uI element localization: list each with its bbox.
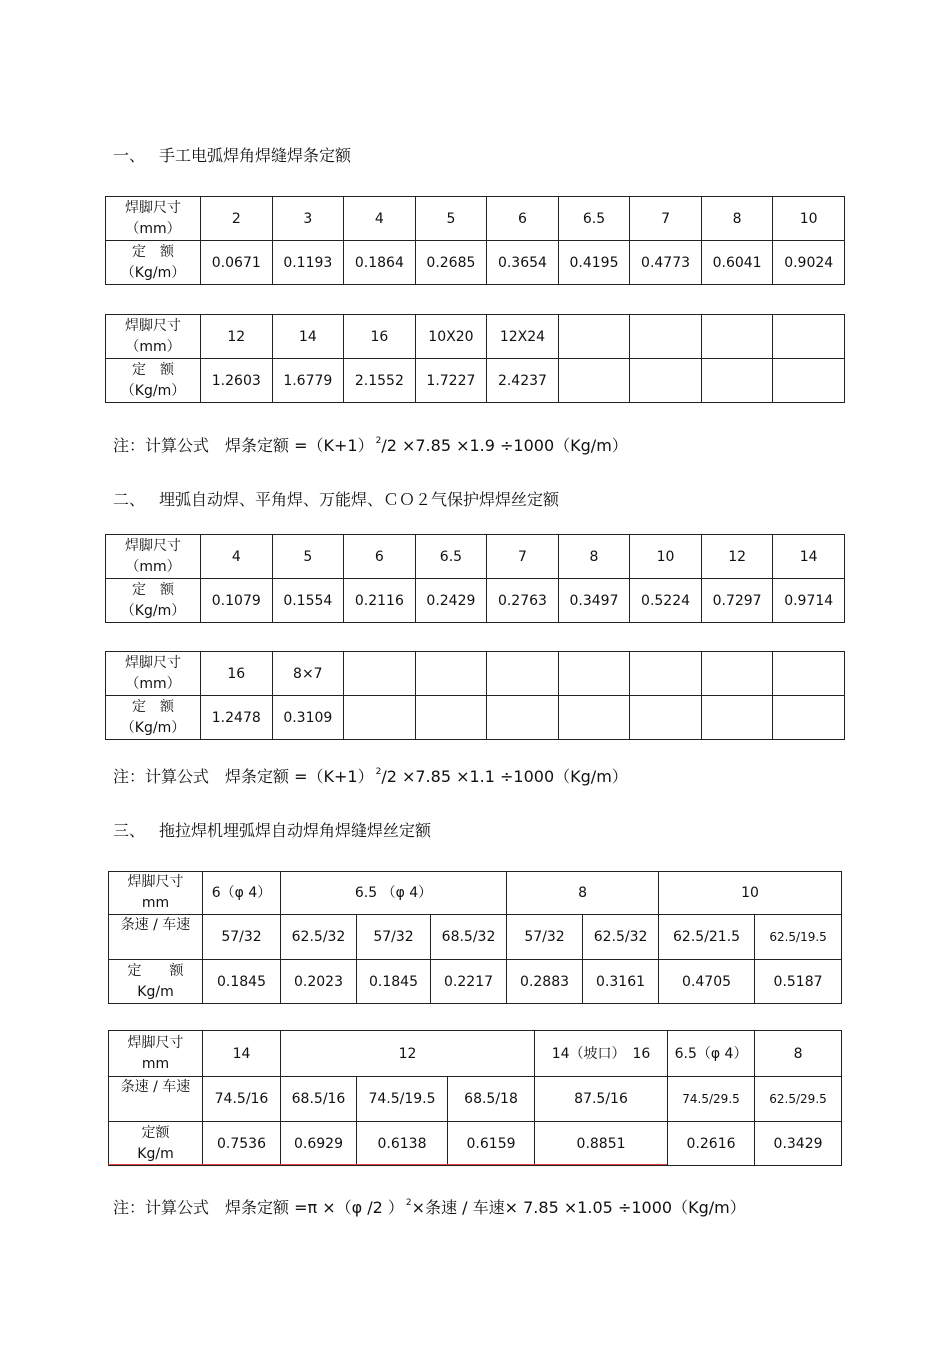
size-cell [630, 652, 702, 696]
size-cell [344, 652, 416, 696]
value-cell [773, 696, 845, 740]
size-cell: 16 [344, 315, 416, 359]
row-header: 条速 / 车速 [109, 1077, 203, 1122]
speed-cell: 87.5/16 [535, 1077, 668, 1122]
value-cell: 0.2217 [431, 960, 507, 1004]
value-cell: 0.9024 [773, 241, 845, 285]
size-cell: 4 [344, 197, 416, 241]
speed-cell: 74.5/29.5 [668, 1077, 755, 1122]
sec1-table-2 [105, 314, 845, 403]
value-row [109, 1122, 842, 1166]
speed-cell: 57/32 [507, 915, 583, 960]
speed-cell: 62.5/29.5 [755, 1077, 842, 1122]
value-cell: 0.1079 [201, 579, 273, 623]
value-cell: 0.2685 [415, 241, 487, 285]
size-row [106, 197, 845, 241]
section-title: 埋弧自动焊、平角焊、万能焊、ＣＯ２气保护焊焊丝定额 [159, 490, 560, 509]
size-cell: 6.5 [558, 197, 630, 241]
value-row [106, 359, 845, 403]
value-cell: 0.1845 [203, 960, 281, 1004]
value-row [106, 241, 845, 285]
size-cell: 16 [201, 652, 273, 696]
speed-cell: 62.5/32 [583, 915, 659, 960]
section-3-heading [113, 818, 431, 841]
speed-cell: 68.5/16 [281, 1077, 357, 1122]
sec2-formula-note: 注：计算公式 焊条定额 =（K+1） $^2$/2 ×7.85 ×1.1 ÷1000（Kg/m） [113, 767, 628, 786]
value-cell: 0.3429 [755, 1122, 842, 1166]
sec3-table-1 [108, 871, 842, 1004]
size-cell [630, 315, 702, 359]
row-header: 焊脚尺寸 mm [109, 1031, 203, 1077]
size-cell: 7 [487, 535, 559, 579]
size-row [106, 315, 845, 359]
group-cell: 8 [755, 1031, 842, 1077]
speed-cell: 74.5/16 [203, 1077, 281, 1122]
size-cell: 12 [201, 315, 273, 359]
value-cell [558, 359, 630, 403]
group-cell: 14（坡口） 16 [535, 1031, 668, 1077]
size-cell: 2 [201, 197, 273, 241]
row-header: 定 额 （Kg/m） [106, 359, 201, 403]
speed-cell: 62.5/21.5 [659, 915, 755, 960]
value-row [109, 960, 842, 1004]
value-cell: 2.1552 [344, 359, 416, 403]
size-cell: 5 [415, 197, 487, 241]
row-header: 定 额 （Kg/m） [106, 696, 201, 740]
value-cell: 0.3161 [583, 960, 659, 1004]
group-cell: 12 [281, 1031, 535, 1077]
speed-cell: 57/32 [203, 915, 281, 960]
value-cell: 1.2603 [201, 359, 273, 403]
sec3-table-2 [108, 1030, 842, 1166]
value-cell: 0.2883 [507, 960, 583, 1004]
value-row [106, 579, 845, 623]
value-cell: 0.2616 [668, 1122, 755, 1166]
speed-cell: 57/32 [357, 915, 431, 960]
section-1-heading [113, 143, 351, 166]
section-number: 三、 [113, 821, 146, 840]
value-cell: 1.6779 [272, 359, 344, 403]
value-cell: 0.8851 [535, 1122, 668, 1166]
row-header: 条速 / 车速 [109, 915, 203, 960]
size-cell [773, 315, 845, 359]
value-cell: 0.6159 [448, 1122, 535, 1166]
value-cell: 0.4705 [659, 960, 755, 1004]
size-cell: 6 [487, 197, 559, 241]
size-cell: 8 [558, 535, 630, 579]
value-cell: 1.2478 [201, 696, 273, 740]
row-header: 焊脚尺寸 （mm） [106, 315, 201, 359]
size-cell: 12 [701, 535, 773, 579]
section-title: 手工电弧焊角焊缝焊条定额 [159, 146, 352, 165]
size-cell: 5 [272, 535, 344, 579]
value-cell [630, 359, 702, 403]
size-cell: 14 [272, 315, 344, 359]
row-header: 定 额 （Kg/m） [106, 241, 201, 285]
value-cell: 0.1845 [357, 960, 431, 1004]
red-underline [108, 1164, 667, 1165]
size-row [106, 652, 845, 696]
value-cell: 0.7536 [203, 1122, 281, 1166]
speed-cell: 74.5/19.5 [357, 1077, 448, 1122]
size-cell [487, 652, 559, 696]
sec2-table-2 [105, 651, 845, 740]
section-2-heading [113, 487, 559, 510]
value-cell: 0.1193 [272, 241, 344, 285]
value-cell: 0.2763 [487, 579, 559, 623]
size-row [106, 535, 845, 579]
size-cell: 6.5 [415, 535, 487, 579]
value-row [106, 696, 845, 740]
size-cell [415, 652, 487, 696]
value-cell: 2.4237 [487, 359, 559, 403]
group-cell: 10 [659, 872, 842, 915]
value-cell: 0.6929 [281, 1122, 357, 1166]
value-cell [630, 696, 702, 740]
value-cell: 0.2429 [415, 579, 487, 623]
size-cell: 4 [201, 535, 273, 579]
size-cell [773, 652, 845, 696]
value-cell [415, 696, 487, 740]
value-cell: 0.7297 [701, 579, 773, 623]
size-cell: 6 [344, 535, 416, 579]
value-cell [558, 696, 630, 740]
section-number: 一、 [113, 146, 146, 165]
section-number: 二、 [113, 490, 146, 509]
speed-cell: 68.5/18 [448, 1077, 535, 1122]
value-cell [487, 696, 559, 740]
speed-row [109, 1077, 842, 1122]
size-cell [701, 315, 773, 359]
row-header: 焊脚尺寸 （mm） [106, 197, 201, 241]
group-cell: 8 [507, 872, 659, 915]
value-cell: 0.0671 [201, 241, 273, 285]
value-cell: 0.1554 [272, 579, 344, 623]
row-header: 定额 Kg/m [109, 1122, 203, 1166]
size-cell: 7 [630, 197, 702, 241]
size-cell [558, 315, 630, 359]
size-cell [701, 652, 773, 696]
row-header: 焊脚尺寸 （mm） [106, 652, 201, 696]
value-cell: 0.9714 [773, 579, 845, 623]
value-cell: 0.6041 [701, 241, 773, 285]
value-cell: 0.5187 [755, 960, 842, 1004]
value-cell: 0.3109 [272, 696, 344, 740]
size-cell: 10 [630, 535, 702, 579]
value-cell: 0.6138 [357, 1122, 448, 1166]
group-cell: 6.5（φ 4） [668, 1031, 755, 1077]
value-cell [344, 696, 416, 740]
group-cell: 14 [203, 1031, 281, 1077]
size-row [109, 1031, 842, 1077]
section-title: 拖拉焊机埋弧焊自动焊角焊缝焊丝定额 [159, 821, 432, 840]
value-cell: 0.1864 [344, 241, 416, 285]
value-cell: 0.2023 [281, 960, 357, 1004]
value-cell: 1.7227 [415, 359, 487, 403]
sec1-table-1 [105, 196, 845, 285]
speed-cell: 62.5/19.5 [755, 915, 842, 960]
speed-cell: 68.5/32 [431, 915, 507, 960]
size-cell: 8×7 [272, 652, 344, 696]
size-cell: 14 [773, 535, 845, 579]
value-cell: 0.4773 [630, 241, 702, 285]
row-header: 焊脚尺寸 （mm） [106, 535, 201, 579]
size-cell: 8 [701, 197, 773, 241]
value-cell: 0.2116 [344, 579, 416, 623]
value-cell: 0.3654 [487, 241, 559, 285]
sec1-formula-note: 注：计算公式 焊条定额 =（K+1） $^2$/2 ×7.85 ×1.9 ÷1000（Kg/m） [113, 436, 628, 455]
size-cell: 10X20 [415, 315, 487, 359]
value-cell [773, 359, 845, 403]
group-cell: 6（φ 4） [203, 872, 281, 915]
value-cell: 0.4195 [558, 241, 630, 285]
value-cell: 0.3497 [558, 579, 630, 623]
value-cell [701, 696, 773, 740]
speed-row [109, 915, 842, 960]
sec2-table-1 [105, 534, 845, 623]
size-cell: 10 [773, 197, 845, 241]
size-cell: 3 [272, 197, 344, 241]
value-cell [701, 359, 773, 403]
row-header: 焊脚尺寸 mm [109, 872, 203, 915]
size-cell: 12X24 [487, 315, 559, 359]
group-cell: 6.5 （φ 4） [281, 872, 507, 915]
sec3-formula-note: 注：计算公式 焊条定额 =π ×（φ /2 ） $^2$×条速 / 车速× 7.85 ×1.05 ÷1000（Kg/m） [113, 1198, 746, 1217]
row-header: 定 额 Kg/m [109, 960, 203, 1004]
size-row [109, 872, 842, 915]
size-cell [558, 652, 630, 696]
row-header: 定 额 （Kg/m） [106, 579, 201, 623]
speed-cell: 62.5/32 [281, 915, 357, 960]
value-cell: 0.5224 [630, 579, 702, 623]
